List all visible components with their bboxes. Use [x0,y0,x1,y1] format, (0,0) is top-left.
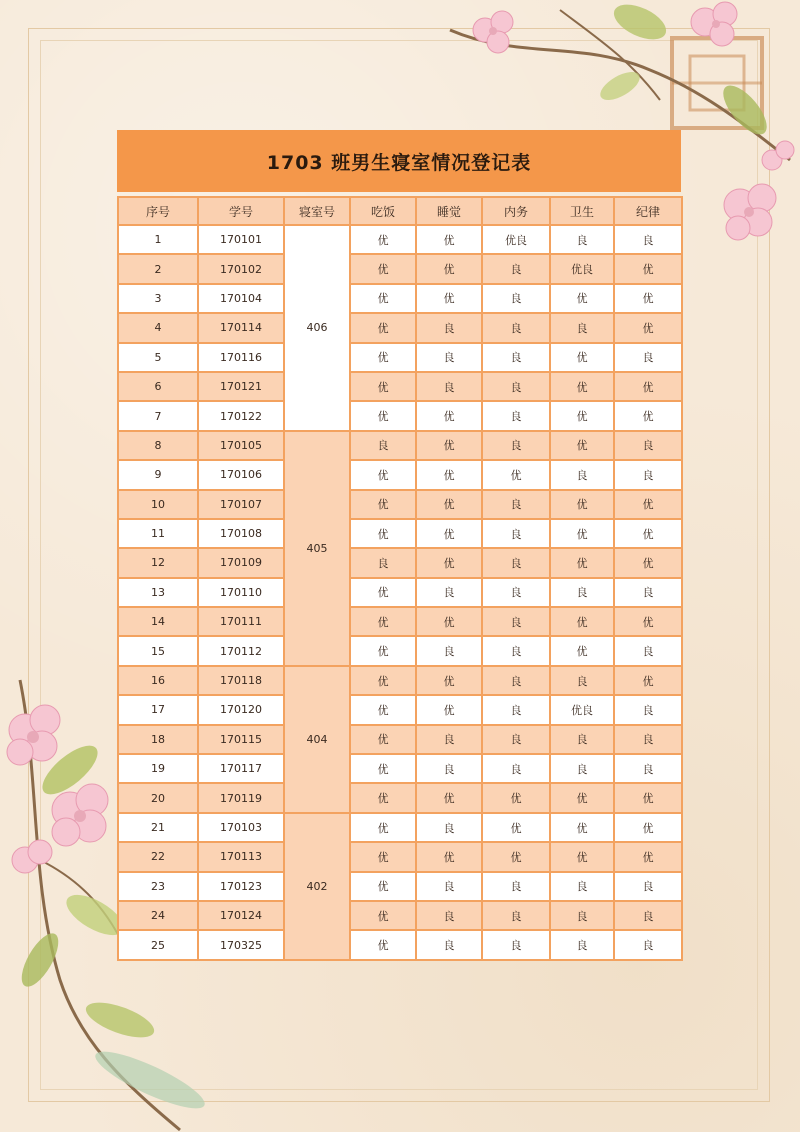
cell-hygiene: 优良 [550,254,614,283]
cell-hygiene: 优 [550,284,614,313]
cell-student-id: 170105 [198,431,284,460]
cell-eating: 优 [350,578,416,607]
cell-discipline: 良 [614,578,682,607]
table-header-row [118,197,682,225]
cell-no: 7 [118,401,198,430]
cell-eating: 优 [350,460,416,489]
table-row [118,519,682,548]
cell-discipline: 优 [614,490,682,519]
cell-no: 12 [118,548,198,577]
cell-hygiene: 良 [550,313,614,342]
table-row [118,548,682,577]
cell-discipline: 良 [614,343,682,372]
cell-discipline: 优 [614,666,682,695]
cell-sleeping: 优 [416,254,482,283]
cell-hygiene: 优 [550,431,614,460]
table-row [118,872,682,901]
cell-no: 5 [118,343,198,372]
cell-no: 20 [118,783,198,812]
cell-housework: 良 [482,284,550,313]
cell-student-id: 170110 [198,578,284,607]
cell-sleeping: 优 [416,842,482,871]
cell-sleeping: 优 [416,548,482,577]
cell-dorm: 402 [284,813,350,960]
header-sleeping: 睡觉 [416,197,482,225]
cell-no: 18 [118,725,198,754]
table-row [118,842,682,871]
table-row [118,313,682,342]
cell-eating: 优 [350,401,416,430]
cell-sleeping: 良 [416,372,482,401]
table-body [118,225,682,960]
cell-sleeping: 良 [416,754,482,783]
cell-discipline: 优 [614,519,682,548]
table-row [118,695,682,724]
cell-dorm: 406 [284,225,350,431]
cell-dorm: 404 [284,666,350,813]
cell-eating: 优 [350,490,416,519]
table-row [118,225,682,254]
cell-housework: 良 [482,666,550,695]
cell-student-id: 170111 [198,607,284,636]
cell-eating: 良 [350,431,416,460]
cell-sleeping: 优 [416,695,482,724]
cell-eating: 优 [350,842,416,871]
cell-hygiene: 优 [550,372,614,401]
cell-eating: 优 [350,783,416,812]
cell-student-id: 170109 [198,548,284,577]
cell-hygiene: 优 [550,401,614,430]
cell-no: 22 [118,842,198,871]
cell-housework: 良 [482,607,550,636]
cell-discipline: 优 [614,548,682,577]
cell-no: 24 [118,901,198,930]
cell-discipline: 良 [614,754,682,783]
cell-hygiene: 优 [550,783,614,812]
cell-sleeping: 良 [416,930,482,959]
cell-hygiene: 优良 [550,695,614,724]
cell-no: 16 [118,666,198,695]
cell-discipline: 优 [614,842,682,871]
cell-eating: 优 [350,636,416,665]
cell-student-id: 170114 [198,313,284,342]
cell-discipline: 良 [614,431,682,460]
cell-discipline: 优 [614,254,682,283]
cell-discipline: 良 [614,695,682,724]
cell-student-id: 170115 [198,725,284,754]
cell-sleeping: 良 [416,872,482,901]
table-row [118,666,682,695]
cell-student-id: 170118 [198,666,284,695]
cell-no: 6 [118,372,198,401]
table-row [118,607,682,636]
cell-housework: 良 [482,490,550,519]
cell-eating: 优 [350,254,416,283]
cell-sleeping: 优 [416,431,482,460]
cell-eating: 优 [350,607,416,636]
cell-sleeping: 良 [416,578,482,607]
header-hygiene: 卫生 [550,197,614,225]
table-title-bar [117,130,681,192]
cell-housework: 良 [482,725,550,754]
cell-student-id: 170102 [198,254,284,283]
table-row [118,460,682,489]
cell-eating: 良 [350,548,416,577]
cell-housework: 良 [482,930,550,959]
cell-housework: 良 [482,548,550,577]
cell-no: 19 [118,754,198,783]
cell-sleeping: 优 [416,284,482,313]
cell-housework: 优 [482,842,550,871]
table-row [118,901,682,930]
cell-student-id: 170116 [198,343,284,372]
cell-housework: 优 [482,813,550,842]
cell-hygiene: 优 [550,842,614,871]
cell-discipline: 良 [614,930,682,959]
cell-sleeping: 优 [416,607,482,636]
cell-no: 2 [118,254,198,283]
cell-hygiene: 良 [550,578,614,607]
cell-housework: 良 [482,372,550,401]
cell-sleeping: 优 [416,490,482,519]
table-row [118,783,682,812]
cell-eating: 优 [350,225,416,254]
cell-student-id: 170106 [198,460,284,489]
cell-eating: 优 [350,372,416,401]
cell-discipline: 优 [614,813,682,842]
cell-housework: 良 [482,313,550,342]
cell-housework: 良 [482,401,550,430]
table-row [118,578,682,607]
cell-hygiene: 优 [550,548,614,577]
cell-no: 23 [118,872,198,901]
cell-eating: 优 [350,725,416,754]
cell-student-id: 170103 [198,813,284,842]
cell-sleeping: 优 [416,225,482,254]
cell-housework: 良 [482,578,550,607]
cell-sleeping: 良 [416,901,482,930]
cell-hygiene: 良 [550,872,614,901]
cell-discipline: 优 [614,401,682,430]
cell-housework: 良 [482,901,550,930]
cell-housework: 良 [482,431,550,460]
cell-hygiene: 良 [550,460,614,489]
cell-eating: 优 [350,313,416,342]
cell-eating: 优 [350,666,416,695]
cell-hygiene: 优 [550,813,614,842]
cell-dorm: 405 [284,431,350,666]
cell-hygiene: 良 [550,725,614,754]
cell-hygiene: 良 [550,666,614,695]
cell-hygiene: 优 [550,343,614,372]
cell-discipline: 良 [614,636,682,665]
cell-no: 11 [118,519,198,548]
cell-housework: 优 [482,460,550,489]
cell-discipline: 良 [614,460,682,489]
cell-student-id: 170120 [198,695,284,724]
cell-no: 15 [118,636,198,665]
cell-hygiene: 优 [550,490,614,519]
cell-eating: 优 [350,872,416,901]
cell-sleeping: 良 [416,636,482,665]
cell-student-id: 170123 [198,872,284,901]
cell-discipline: 优 [614,313,682,342]
table-row [118,343,682,372]
cell-housework: 优 [482,783,550,812]
cell-housework: 良 [482,519,550,548]
cell-student-id: 170107 [198,490,284,519]
cell-student-id: 170108 [198,519,284,548]
table-title: 1703 班男生寝室情况登记表 [266,151,532,174]
cell-eating: 优 [350,930,416,959]
header-discipline: 纪律 [614,197,682,225]
cell-student-id: 170119 [198,783,284,812]
cell-no: 8 [118,431,198,460]
cell-discipline: 优 [614,783,682,812]
cell-sleeping: 优 [416,460,482,489]
table-row [118,372,682,401]
cell-housework: 良 [482,254,550,283]
cell-hygiene: 优 [550,607,614,636]
cell-student-id: 170112 [198,636,284,665]
header-eating: 吃饭 [350,197,416,225]
cell-discipline: 良 [614,901,682,930]
cell-sleeping: 优 [416,401,482,430]
cell-no: 10 [118,490,198,519]
header-no: 序号 [118,197,198,225]
cell-housework: 良 [482,636,550,665]
cell-student-id: 170117 [198,754,284,783]
cell-no: 1 [118,225,198,254]
table-row [118,754,682,783]
cell-hygiene: 优 [550,519,614,548]
cell-discipline: 优 [614,284,682,313]
cell-housework: 良 [482,754,550,783]
cell-sleeping: 优 [416,783,482,812]
header-student-id: 学号 [198,197,284,225]
cell-no: 21 [118,813,198,842]
cell-discipline: 良 [614,725,682,754]
dorm-record-table [117,196,683,961]
header-housework: 内务 [482,197,550,225]
cell-no: 25 [118,930,198,959]
table-row [118,725,682,754]
cell-housework: 优良 [482,225,550,254]
cell-eating: 优 [350,519,416,548]
cell-housework: 良 [482,695,550,724]
cell-sleeping: 良 [416,813,482,842]
table-row [118,401,682,430]
cell-student-id: 170122 [198,401,284,430]
cell-eating: 优 [350,284,416,313]
cell-no: 17 [118,695,198,724]
cell-no: 13 [118,578,198,607]
cell-discipline: 优 [614,372,682,401]
table-row [118,636,682,665]
cell-eating: 优 [350,901,416,930]
cell-sleeping: 良 [416,343,482,372]
cell-no: 3 [118,284,198,313]
cell-student-id: 170124 [198,901,284,930]
cell-no: 4 [118,313,198,342]
cell-housework: 良 [482,872,550,901]
cell-student-id: 170113 [198,842,284,871]
table-row [118,813,682,842]
cell-student-id: 170101 [198,225,284,254]
cell-hygiene: 优 [550,636,614,665]
table-row [118,254,682,283]
cell-sleeping: 优 [416,519,482,548]
table-row [118,431,682,460]
cell-sleeping: 良 [416,725,482,754]
cell-student-id: 170104 [198,284,284,313]
cell-no: 14 [118,607,198,636]
cell-eating: 优 [350,695,416,724]
cell-hygiene: 良 [550,225,614,254]
cell-eating: 优 [350,343,416,372]
cell-student-id: 170325 [198,930,284,959]
cell-hygiene: 良 [550,901,614,930]
cell-discipline: 良 [614,872,682,901]
cell-eating: 优 [350,813,416,842]
cell-eating: 优 [350,754,416,783]
cell-student-id: 170121 [198,372,284,401]
cell-sleeping: 良 [416,313,482,342]
table-row [118,284,682,313]
cell-no: 9 [118,460,198,489]
cell-sleeping: 优 [416,666,482,695]
cell-discipline: 优 [614,607,682,636]
cell-discipline: 良 [614,225,682,254]
cell-hygiene: 良 [550,930,614,959]
header-dorm: 寝室号 [284,197,350,225]
cell-housework: 良 [482,343,550,372]
table-row [118,490,682,519]
table-row [118,930,682,959]
cell-hygiene: 良 [550,754,614,783]
